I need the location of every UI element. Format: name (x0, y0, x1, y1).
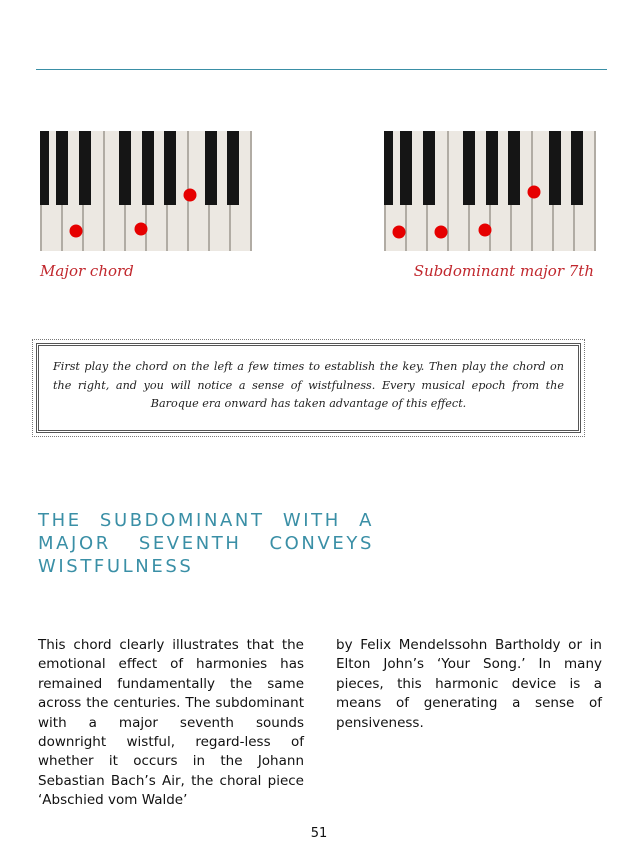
piano-keyboard-subdominant-major-7th (384, 131, 596, 251)
piano-keyboard-major-chord (40, 131, 252, 251)
caption-subdominant-major-7th: Subdominant major 7th (413, 262, 594, 280)
section-heading: THE SUBDOMINANT WITH A MAJOR SEVENTH CONVEYS WISTFULNESS (38, 510, 374, 577)
marker-dot (435, 226, 448, 239)
info-note-box (36, 343, 581, 433)
caption-major-chord: Major chord (40, 262, 134, 280)
marker-dot (70, 225, 83, 238)
marker-dot (135, 223, 148, 236)
body-column-right: by Felix Mendelssohn Bartholdy or in Elton John’s ‘Your Song.’ In many pieces, this harmonic device is a means of generating a sense of pensiveness. (336, 637, 602, 731)
header-rule (36, 69, 607, 70)
info-note-text: First play the chord on the left a few times to establish the key. Then play the chord on the right, and you will notice a sense of wistfulness. Every musical epoch from the Baroque era onward has taken advantage of this effect. (53, 360, 564, 410)
marker-dot (393, 226, 406, 239)
marker-dot (184, 189, 197, 202)
marker-dot (528, 186, 541, 199)
marker-dot (479, 224, 492, 237)
page-number: 51 (310, 826, 328, 841)
body-column-left: This chord clearly illustrates that the emotional effect of harmonies has remained fundamentally the same across the centuries. The subdominant with a major seventh sounds downright wistful, regard-less of whether it occurs in the Johann Sebastian Bach’s Air, the choral piece ‘Abschied vom Walde’ (38, 637, 304, 809)
